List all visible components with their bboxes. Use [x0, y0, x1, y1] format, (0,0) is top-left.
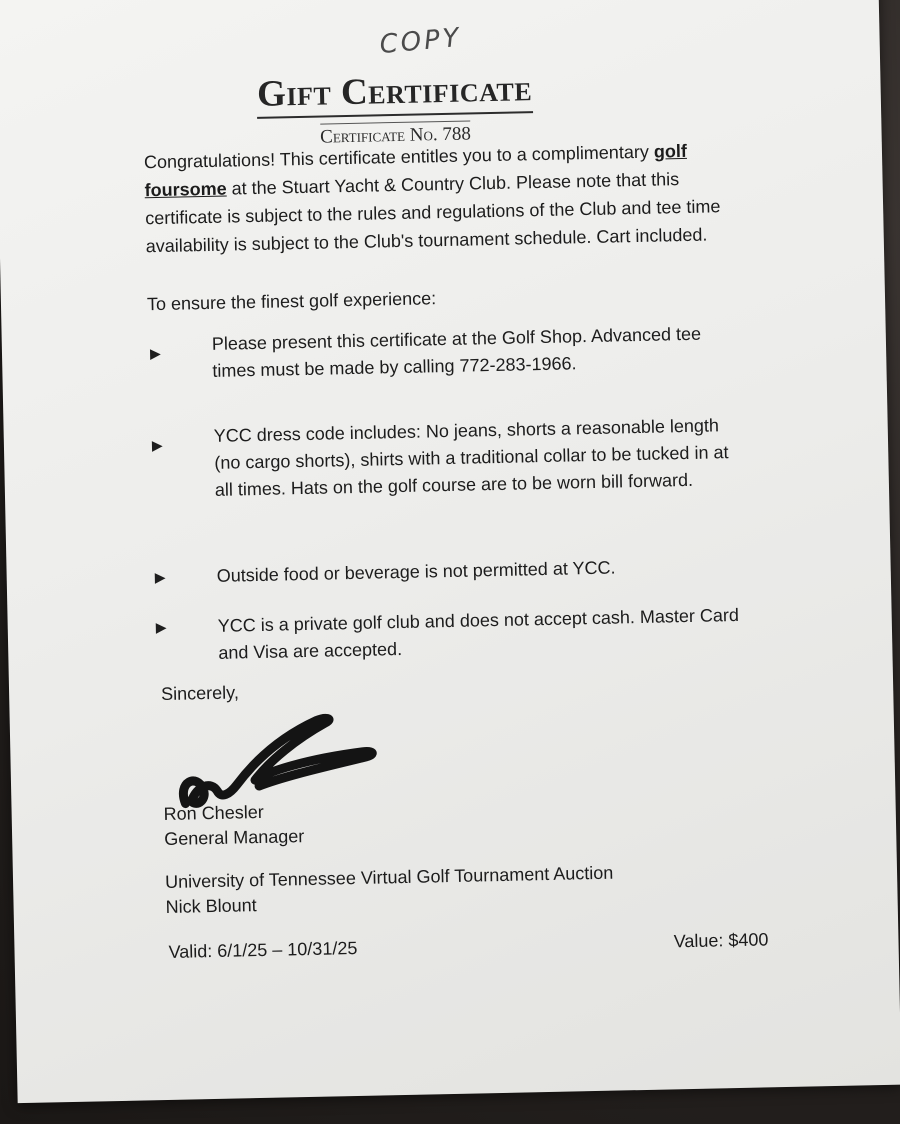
certificate-content	[141, 9, 769, 962]
page-title: Gift Certificate	[257, 70, 533, 119]
list-item-text: YCC dress code includes: No jeans, shorts a reasonable length (no cargo shorts), shirts with a traditional collar to be tucked in at all times. Hats on the golf course are to be worn bill forward.	[213, 415, 729, 500]
donor-name: Nick Blount	[165, 895, 257, 917]
rules-list	[148, 320, 748, 663]
list-item-text: Outside food or beverage is not permitted at YCC.	[216, 557, 616, 586]
list-item	[152, 552, 752, 586]
validity-dates: Valid: 6/1/25 – 10/31/25	[168, 937, 358, 962]
triangle-right-icon: ▶	[151, 436, 163, 454]
list-item-text: YCC is a private golf club and does not accept cash. Master Card and Visa are accepted.	[217, 604, 740, 663]
signer-title: General Manager	[163, 826, 305, 850]
list-item	[150, 412, 750, 500]
intro-emphasis: golf foursome	[144, 140, 688, 201]
ensure-heading: To ensure the finest golf experience:	[146, 288, 437, 315]
auction-line: University of Tennessee Virtual Golf Tournament Auction	[164, 862, 614, 892]
handwritten-copy-note: COPY	[378, 22, 463, 61]
signer-name: Ron Chesler	[163, 801, 264, 825]
intro-lead: Congratulations! This certificate entitles you to a complimentary	[143, 141, 650, 173]
closing: Sincerely,	[160, 682, 240, 705]
intro-rest: at the Stuart Yacht & Country Club. Please note that this certificate is subject to the rules and regulations of the Club and tee time availability is subject to the Club's tournament schedule. Cart included.	[144, 169, 721, 257]
signer-block	[163, 799, 304, 852]
title-block	[234, 70, 555, 151]
certificate-number: Certificate No. 788	[320, 120, 471, 148]
list-item	[153, 602, 753, 663]
triangle-right-icon: ▶	[149, 344, 161, 362]
auction-block	[165, 861, 614, 920]
certificate-footer	[168, 929, 769, 962]
triangle-right-icon: ▶	[155, 618, 167, 636]
intro-paragraph	[144, 136, 736, 260]
list-item	[148, 320, 748, 381]
certificate-value: Value: $400	[673, 929, 769, 952]
triangle-right-icon: ▶	[154, 568, 166, 586]
list-item-text: Please present this certificate at the Golf Shop. Advanced tee times must be made by calling 772-283-1966.	[211, 323, 702, 381]
